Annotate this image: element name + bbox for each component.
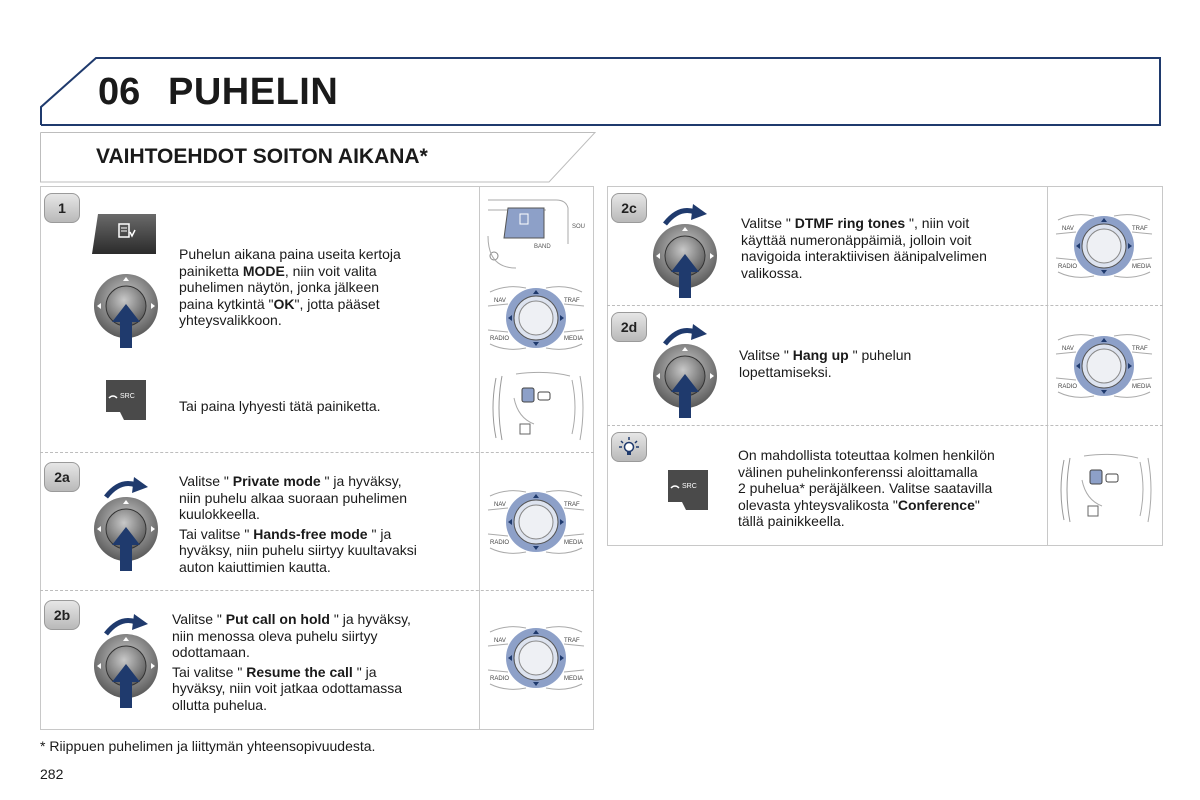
nav-knob-thumbnail <box>1054 330 1154 402</box>
tip-badge <box>611 432 647 462</box>
step-2c-text: Valitse " DTMF ring tones ", niin voit käyttää numeronäppäimiä, jolloin voit navigoida interaktiivisen äänipalvelimen valikossa. <box>741 215 987 281</box>
step-1-alt-text: Tai paina lyhyesti tätä painiketta. <box>179 398 381 414</box>
knob-rotate-press-icon <box>651 322 719 422</box>
section-title: VAIHTOEHDOT SOITON AIKANA* <box>96 145 428 168</box>
right-separator-1 <box>607 305 1163 306</box>
svg-text:SRC: SRC <box>120 393 135 400</box>
steering-wheel-thumbnail <box>1054 450 1154 526</box>
left-separator-2 <box>40 590 594 591</box>
section-heading <box>40 132 596 184</box>
svg-text:SOU: SOU <box>572 224 586 230</box>
lightbulb-icon <box>618 436 640 458</box>
chapter-number: 06 <box>98 71 141 113</box>
src-steering-button-icon <box>662 468 712 514</box>
step-badge-2b: 2b <box>44 600 80 630</box>
mode-button-icon <box>90 210 160 258</box>
svg-text:BAND: BAND <box>534 244 551 250</box>
chapter-header <box>40 57 1162 127</box>
ok-knob-press-icon <box>92 272 160 352</box>
left-divider <box>479 186 480 730</box>
left-separator-1 <box>40 452 594 453</box>
right-divider <box>1047 186 1048 546</box>
chapter-title: PUHELIN <box>168 71 339 113</box>
step-1-text: Puhelun aikana paina useita kertoja painiketta MODE, niin voit valita puhelimen näytön, jonka jälkeen paina kytkintä "OK", jotta pääset yhteysvalikkoon. <box>179 246 401 328</box>
knob-rotate-press-icon <box>651 202 719 302</box>
svg-text:SRC: SRC <box>682 483 697 490</box>
step-badge-2d: 2d <box>611 312 647 342</box>
step-2d-text: Valitse " Hang up " puhelun lopettamiseksi. <box>739 347 912 380</box>
step-badge-2c: 2c <box>611 193 647 223</box>
nav-knob-thumbnail <box>486 486 586 558</box>
page-number: 282 <box>40 766 64 782</box>
dashboard-mode-button-thumbnail <box>486 196 586 270</box>
knob-rotate-press-icon <box>92 612 160 712</box>
step-2b-text: Valitse " Put call on hold " ja hyväksy, niin menossa oleva puhelu siirtyy odottamaan. Tai valitse " Resume the call " ja hyväksy, niin voit jatkaa odottamassa ollutta puhelua. <box>172 611 411 713</box>
nav-knob-thumbnail <box>486 282 586 354</box>
steering-wheel-thumbnail <box>486 368 586 444</box>
right-separator-2 <box>607 425 1163 426</box>
src-steering-button-icon <box>100 378 150 424</box>
step-badge-1: 1 <box>44 193 80 223</box>
nav-knob-thumbnail <box>1054 210 1154 282</box>
knob-rotate-press-icon <box>92 475 160 575</box>
nav-knob-thumbnail <box>486 622 586 694</box>
step-2a-text: Valitse " Private mode " ja hyväksy, niin puhelu alkaa suoraan puhelimen kuulokkeella. Tai valitse " Hands-free mode " ja hyväksy, niin puhelu siirtyy kuultavaksi auton kaiuttimien kautta. <box>179 473 417 575</box>
step-badge-2a: 2a <box>44 462 80 492</box>
footnote: * Riippuen puhelimen ja liittymän yhteensopivuudesta. <box>40 738 376 754</box>
tip-text: On mahdollista toteuttaa kolmen henkilön välinen puhelinkonferenssi aloittamalla 2 puhelua* peräjälkeen. Valitse saatavilla olevasta yhteysvalikosta "Conference" tällä painikkeella. <box>738 447 995 529</box>
